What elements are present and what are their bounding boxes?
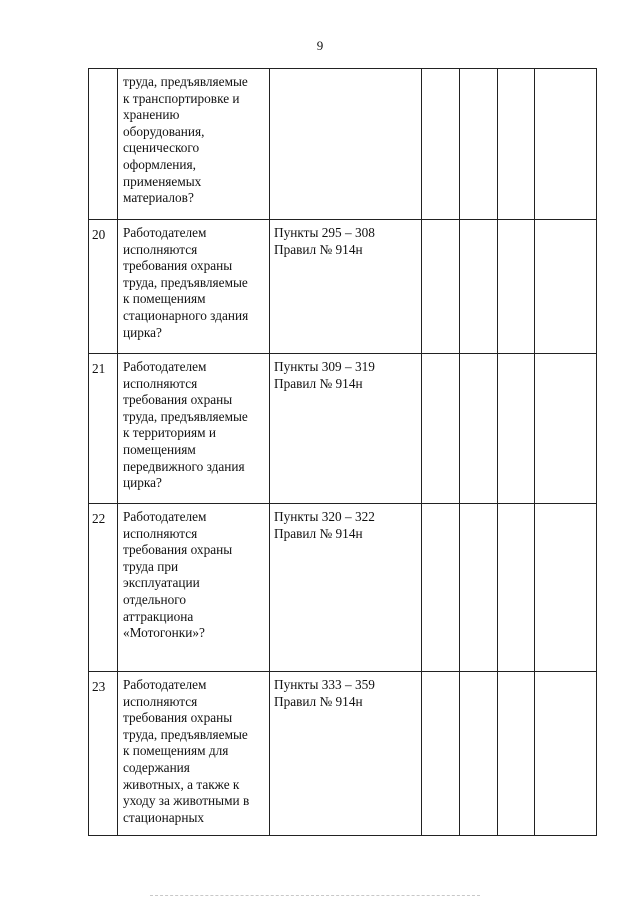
- checklist-table: [88, 68, 597, 836]
- answer-na-cell: [498, 672, 535, 836]
- legal-reference: Пункты 333 – 359 Правил № 914н: [270, 672, 422, 836]
- table-row: [89, 672, 597, 836]
- answer-no-cell: [460, 69, 498, 220]
- row-number: 20: [89, 220, 118, 354]
- answer-yes-cell: [422, 504, 460, 672]
- requirement-question: труда, предъявляемые к транспортировке и хранению оборудования, сценического оформления, применяемых материалов?: [118, 69, 270, 220]
- table-row: [89, 69, 597, 220]
- answer-yes-cell: [422, 220, 460, 354]
- answer-no-cell: [460, 354, 498, 504]
- legal-reference: [270, 69, 422, 220]
- scan-edge-line: [150, 895, 480, 897]
- row-number: 23: [89, 672, 118, 836]
- answer-no-cell: [460, 220, 498, 354]
- answer-yes-cell: [422, 69, 460, 220]
- answer-yes-cell: [422, 672, 460, 836]
- row-number: 22: [89, 504, 118, 672]
- answer-no-cell: [460, 672, 498, 836]
- note-cell: [535, 504, 597, 672]
- note-cell: [535, 672, 597, 836]
- row-number: [89, 69, 118, 220]
- answer-na-cell: [498, 504, 535, 672]
- requirement-question: Работодателем исполняются требования охраны труда, предъявляемые к территориям и помещениям передвижного здания цирка?: [118, 354, 270, 504]
- answer-na-cell: [498, 354, 535, 504]
- note-cell: [535, 69, 597, 220]
- requirement-question: Работодателем исполняются требования охраны труда, предъявляемые к помещениям стационарного здания цирка?: [118, 220, 270, 354]
- requirement-question: Работодателем исполняются требования охраны труда при эксплуатации отдельного аттракциона «Мотогонки»?: [118, 504, 270, 672]
- table-row: [89, 354, 597, 504]
- table-row: [89, 220, 597, 354]
- note-cell: [535, 220, 597, 354]
- table-row: [89, 504, 597, 672]
- requirement-question: Работодателем исполняются требования охраны труда, предъявляемые к помещениям для содержания животных, а также к уходу за животными в стационарных: [118, 672, 270, 836]
- answer-na-cell: [498, 220, 535, 354]
- answer-na-cell: [498, 69, 535, 220]
- answer-no-cell: [460, 504, 498, 672]
- legal-reference: Пункты 295 – 308 Правил № 914н: [270, 220, 422, 354]
- page-number: 9: [316, 38, 324, 53]
- legal-reference: Пункты 309 – 319 Правил № 914н: [270, 354, 422, 504]
- row-number: 21: [89, 354, 118, 504]
- legal-reference: Пункты 320 – 322 Правил № 914н: [270, 504, 422, 672]
- answer-yes-cell: [422, 354, 460, 504]
- note-cell: [535, 354, 597, 504]
